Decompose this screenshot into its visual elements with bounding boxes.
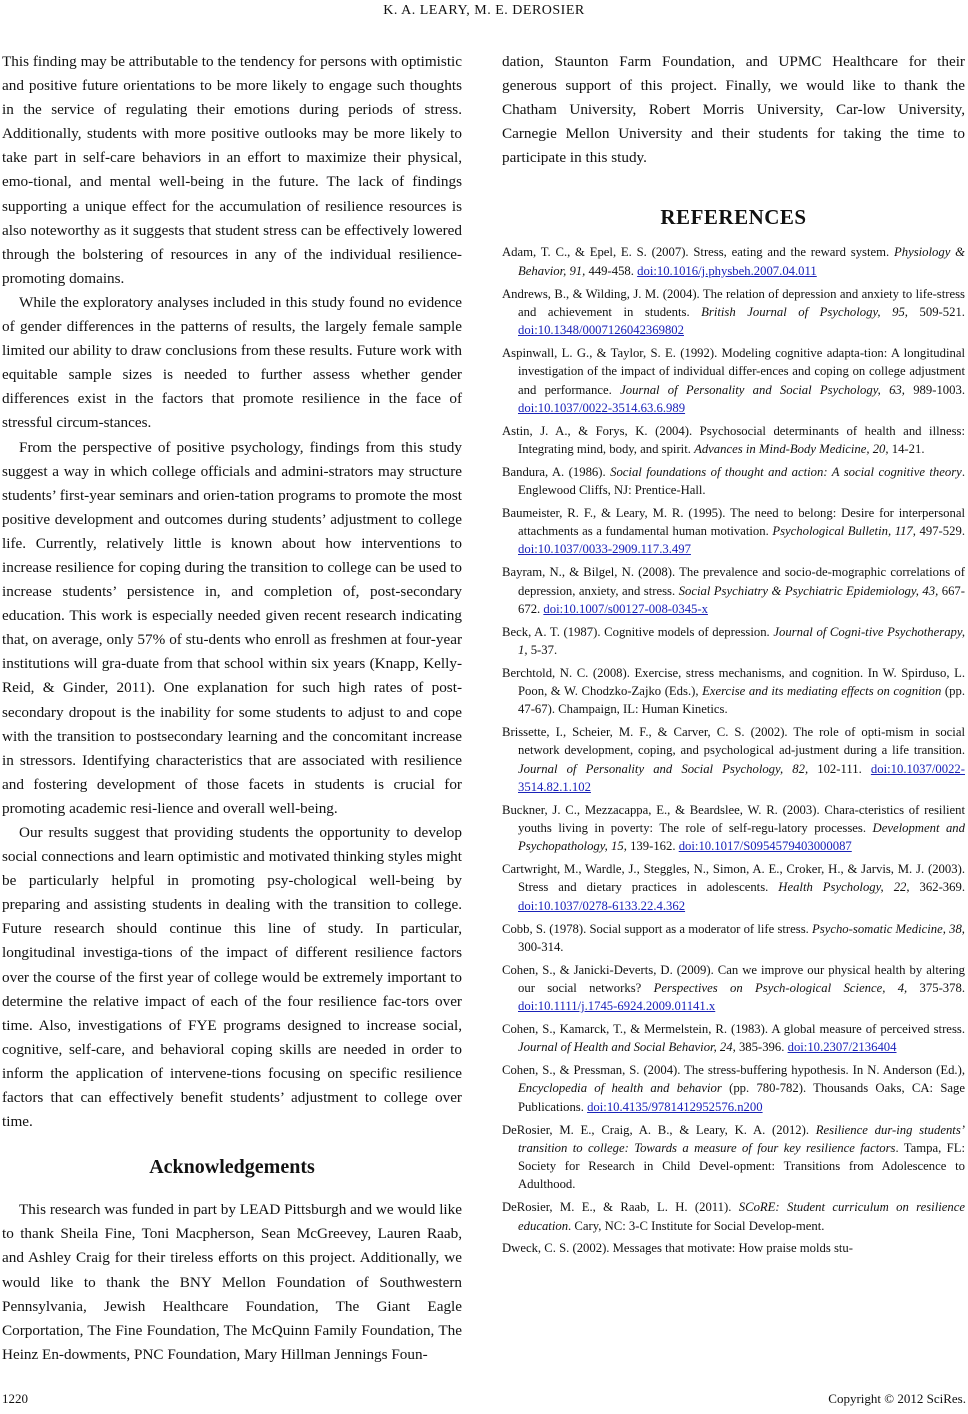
- doi-link[interactable]: doi:10.1017/S0954579403000087: [678, 839, 852, 854]
- reference-pages: 139-162.: [626, 839, 679, 854]
- reference-source: Journal of Health and Social Behavior, 24,: [518, 1040, 736, 1055]
- reference-source: Encyclopedia of health and behavior: [518, 1081, 722, 1096]
- reference-source: British Journal of Psychology, 95,: [701, 304, 908, 319]
- reference-text: Cobb, S. (1978). Social support as a moderator of life stress.: [502, 921, 813, 936]
- acknowledgements-heading: Acknowledgements: [149, 1156, 315, 1179]
- reference-pages: . Cary, NC: 3-C Institute for Social Develop-ment.: [568, 1218, 825, 1233]
- doi-link[interactable]: doi:10.1111/j.1745-6924.2009.01141.x: [518, 999, 716, 1014]
- reference-entry: [502, 504, 965, 559]
- reference-entry: [502, 1020, 965, 1057]
- reference-entry: [502, 920, 965, 957]
- reference-source: Journal of Personality and Social Psychology, 82,: [518, 761, 809, 776]
- running-header: K. A. LEARY, M. E. DEROSIER: [383, 3, 585, 18]
- doi-link[interactable]: doi:10.4135/9781412952576.n200: [587, 1099, 763, 1114]
- reference-text: DeRosier, M. E., Craig, A. B., & Leary, K. A. (2012).: [502, 1122, 816, 1137]
- doi-link[interactable]: doi:10.1348/0007126042369802: [518, 323, 684, 338]
- reference-entry: [502, 422, 965, 459]
- reference-entry: [502, 1198, 965, 1235]
- reference-pages: 375-378.: [907, 980, 965, 995]
- reference-source: Physiology & Behavior, 91,: [518, 245, 965, 278]
- reference-entry: [502, 344, 965, 417]
- reference-text: Astin, J. A., & Forys, K. (2004). Psychosocial determinants of health and illness: Integrating mind, body, and spirit.: [502, 423, 965, 456]
- page-number: 1220: [2, 1391, 28, 1406]
- reference-entry: [502, 860, 965, 915]
- body-paragraph: While the exploratory analyses included in this study found no evidence of gender differences in the patterns of results, the largely female sample limited our ability to draw conclusions from these results. Future work with equitable sample sizes is needed to further assess whether gender differences exist in the factors that promote resilience in the face of stressful circum-stances.: [2, 293, 462, 432]
- reference-pages: 449-458.: [585, 263, 638, 278]
- doi-link[interactable]: doi:10.1037/0022-3514.63.6.989: [518, 400, 686, 415]
- reference-source: Social foundations of thought and action: A social cognitive theory: [610, 464, 962, 479]
- reference-text: Cohen, S., Kamarck, T., & Mermelstein, R. (1983). A global measure of perceived stress.: [502, 1022, 965, 1037]
- reference-entry: [502, 463, 965, 500]
- reference-source: Development and Psychopathology, 15,: [518, 821, 965, 854]
- reference-text: DeRosier, M. E., & Raab, L. H. (2011).: [502, 1200, 739, 1215]
- reference-entry: [502, 961, 965, 1016]
- reference-text: Beck, A. T. (1987). Cognitive models of depression.: [502, 624, 774, 639]
- reference-entry: [502, 623, 965, 660]
- reference-text: Adam, T. C., & Epel, E. S. (2007). Stress, eating and the reward system.: [502, 245, 894, 260]
- reference-text: Aspinwall, L. G., & Taylor, S. E. (1992). Modeling cognitive adapta-tion: A longitudinal investigation of the impact of individual differ-ences and coping on college adjustment and performance.: [502, 345, 965, 397]
- reference-entry: [502, 664, 965, 719]
- reference-pages: 667-672.: [518, 583, 966, 616]
- reference-text: Andrews, B., & Wilding, J. M. (2004). The relation of depression and anxiety to life-stress and achievement in students.: [502, 286, 965, 319]
- reference-entry: [502, 1121, 965, 1194]
- doi-link[interactable]: doi:10.1037/0033-2909.117.3.497: [518, 542, 691, 557]
- reference-source: Advances in Mind-Body Medicine, 20,: [694, 441, 889, 456]
- reference-source: Social Psychiatry & Psychiatric Epidemiology, 43,: [678, 583, 939, 598]
- reference-entry: [502, 801, 965, 856]
- acknowledgements-text-continued: dation, Staunton Farm Foundation, and UPMC Healthcare for their generous support of this project. Finally, we would like to thank the Chatham University, Robert Morris University, Car-low University, Carnegie Mellon University and their students for taking the time to participate in this study.: [502, 53, 965, 167]
- doi-link[interactable]: doi:10.1037/0022-3514.82.1.102: [518, 761, 965, 794]
- reference-pages: (pp. 47-67). Champaign, IL: Human Kinetics.: [518, 684, 965, 717]
- references-heading: REFERENCES: [660, 205, 807, 230]
- left-column: [2, 50, 462, 1367]
- reference-text: Bandura, A. (1986).: [502, 464, 611, 479]
- reference-source: Journal of Personality and Social Psychology, 63,: [620, 382, 905, 397]
- reference-source: SCoRE: Student curriculum on resilience education: [518, 1200, 965, 1233]
- body-paragraph: Our results suggest that providing students the opportunity to develop social connections and learn optimistic and motivated thinking styles might be particularly helpful in promoting psy-chological well-being by preparing and assisting students in dealing with the transition to college. Future research should continue this line of study. In particular, longitudinal investiga-tions of the impact of different resilience factors over the course of the first year of college would be extremely important to determine the relative impact of each of the four resilience fac-tors over time. Also, investigations of FYE programs designed to increase social, cognitive, self-care, and behavioral coping skills are needed in order to inform the application of intervene-tions focusing on specific resilience factors that can effectively benefit students’ adjustment to college over time.: [2, 824, 462, 1131]
- reference-pages: 385-396.: [735, 1040, 788, 1055]
- reference-pages: (pp. 780-782). Thousands Oaks, CA: Sage Publications.: [518, 1081, 965, 1114]
- reference-source: Exercise and its mediating effects on cognition: [702, 684, 942, 698]
- reference-source: Perspectives on Psych-ological Science, 4,: [653, 980, 908, 995]
- reference-pages: 102-111.: [808, 761, 871, 776]
- reference-text: Buckner, J. C., Mezzacappa, E., & Beardslee, W. R. (2003). Chara-cteristics of resilient youths living in poverty: The role of self-regu-latory processes.: [502, 802, 965, 836]
- reference-entry: [502, 1239, 965, 1257]
- reference-pages: 362-369.: [909, 880, 965, 895]
- doi-link[interactable]: doi:10.1037/0278-6133.22.4.362: [518, 898, 686, 913]
- reference-text: Berchtold, N. C. (2008). Exercise, stress mechanisms, and cognition. In W. Spirduso, L. Poon, & W. Chodzko-Zajko (Eds.),: [502, 665, 965, 698]
- acknowledgements-text: This research was funded in part by LEAD Pittsburgh and we would like to thank Sheila Fine, Toni Macpherson, Sean McGreevey, Lauren Raab, and Ashley Craig for their tireless efforts on this project. Additionally, we would like to thank the BNY Mellon Foundation of Southwestern Pennsylvania, Jewish Healthcare Foundation, The Giant Eagle Corportation, The Fine Foundation, The McQuinn Family Foundation, The Heinz En-dowments, PNC Foundation, Mary Hillman Jennings Foun-: [2, 1201, 462, 1363]
- reference-text: Dweck, C. S. (2002). Messages that motivate: How praise molds stu-: [502, 1241, 853, 1256]
- reference-entry: [502, 243, 965, 280]
- reference-text: Cohen, S., & Pressman, S. (2004). The stress-buffering hypothesis. In N. Anderson (Ed.),: [502, 1063, 965, 1078]
- reference-source: Psycho-somatic Medicine, 38,: [812, 921, 965, 936]
- reference-pages: 497-529.: [915, 524, 965, 539]
- reference-source: Health Psychology, 22,: [778, 880, 910, 895]
- reference-entry: [502, 285, 965, 340]
- reference-entry: [502, 1061, 965, 1116]
- right-column: [502, 50, 965, 1262]
- reference-pages: 989-1003.: [904, 382, 966, 397]
- reference-entry: [502, 723, 965, 796]
- reference-text: Cohen, S., & Janicki-Deverts, D. (2009). Can we improve our physical health by altering our social networks?: [502, 962, 965, 995]
- reference-source: Resilience dur-ing students’ transition to college: Towards a measure of four key resilience factors: [518, 1122, 965, 1155]
- reference-text: Brissette, I., Scheier, M. F., & Carver, C. S. (2002). The role of opti-mism in social network development, coping, and psychological ad-justment during a life transition.: [502, 725, 965, 758]
- copyright-notice: Copyright © 2012 SciRes.: [828, 1391, 966, 1406]
- reference-text: Baumeister, R. F., & Leary, M. R. (1995). The need to belong: Desire for interpersonal attachments as a fundamental human motivation.: [502, 505, 965, 539]
- reference-entry: [502, 563, 965, 618]
- body-paragraph: This finding may be attributable to the tendency for persons with optimistic and positive future orientations to be more likely to engage such thoughts in the service of regulating their emotions during periods of stress. Additionally, students with more positive outlooks may be more likely to take part in self-care behaviors in an effort to maximize their physical, emo-tional, and mental well-being in the future. The lack of findings supporting a unique effect for the accumulation of resilience resources is also noteworthy as it suggests that student stress can be effectively lowered through the bolstering of resources in any of the individual resilience-promoting domains.: [2, 53, 462, 287]
- reference-list: [502, 243, 965, 1257]
- reference-pages: . Tampa, FL: Society for Research in Child Devel-opment: Transitions from Adolescence to Adulthood.: [518, 1140, 965, 1192]
- doi-link[interactable]: doi:10.2307/2136404: [787, 1040, 897, 1055]
- doi-link[interactable]: doi:10.1016/j.physbeh.2007.04.011: [637, 263, 817, 278]
- reference-pages: 300-314.: [518, 939, 564, 954]
- body-paragraph: From the perspective of positive psychology, findings from this study suggest a way in which college officials and admini-strators may structure students’ first-year seminars and orien-tation programs to promote the most positive development and outcomes during students’ adjustment to college life. Currently, relatively little is known about how interventions to increase resilience for coping during the transition to college can be used to increase students’ persistence in, and completion of, post-secondary education. This work is especially needed given recent research indicating that, on average, only 57% of stu-dents who enroll as freshmen at four-year institutions will gra-duate from that school within six years (Knapp, Kelly-Reid, & Ginder, 2011). One explanation for such high rates of post-secondary dropout is the inability for some students to adjust to and cope with the transition to postsecondary learning and the concomitant increase in stressors. Identifying characteristics that are associated with resilience and fostering development of those facets in students is crucial for promoting academic resi-lience and overall well-being.: [2, 438, 462, 817]
- reference-source: Journal of Cogni-tive Psychotherapy, 1,: [518, 624, 965, 657]
- reference-text: Bayram, N., & Bilgel, N. (2008). The prevalence and socio-de-mographic correlations of depression, anxiety, and stress.: [502, 565, 965, 598]
- reference-pages: . Englewood Cliffs, NJ: Prentice-Hall.: [518, 464, 965, 498]
- reference-source: Psychological Bulletin, 117,: [772, 524, 916, 539]
- reference-pages: 509-521.: [907, 304, 965, 319]
- reference-pages: 14-21.: [888, 441, 925, 456]
- reference-text: Cartwright, M., Wardle, J., Steggles, N., Simon, A. E., Croker, H., & Jarvis, M. J. (2003). Stress and dietary practices in adolescents.: [502, 862, 965, 895]
- doi-link[interactable]: doi:10.1007/s00127-008-0345-x: [543, 601, 708, 616]
- reference-pages: 5-37.: [527, 642, 558, 657]
